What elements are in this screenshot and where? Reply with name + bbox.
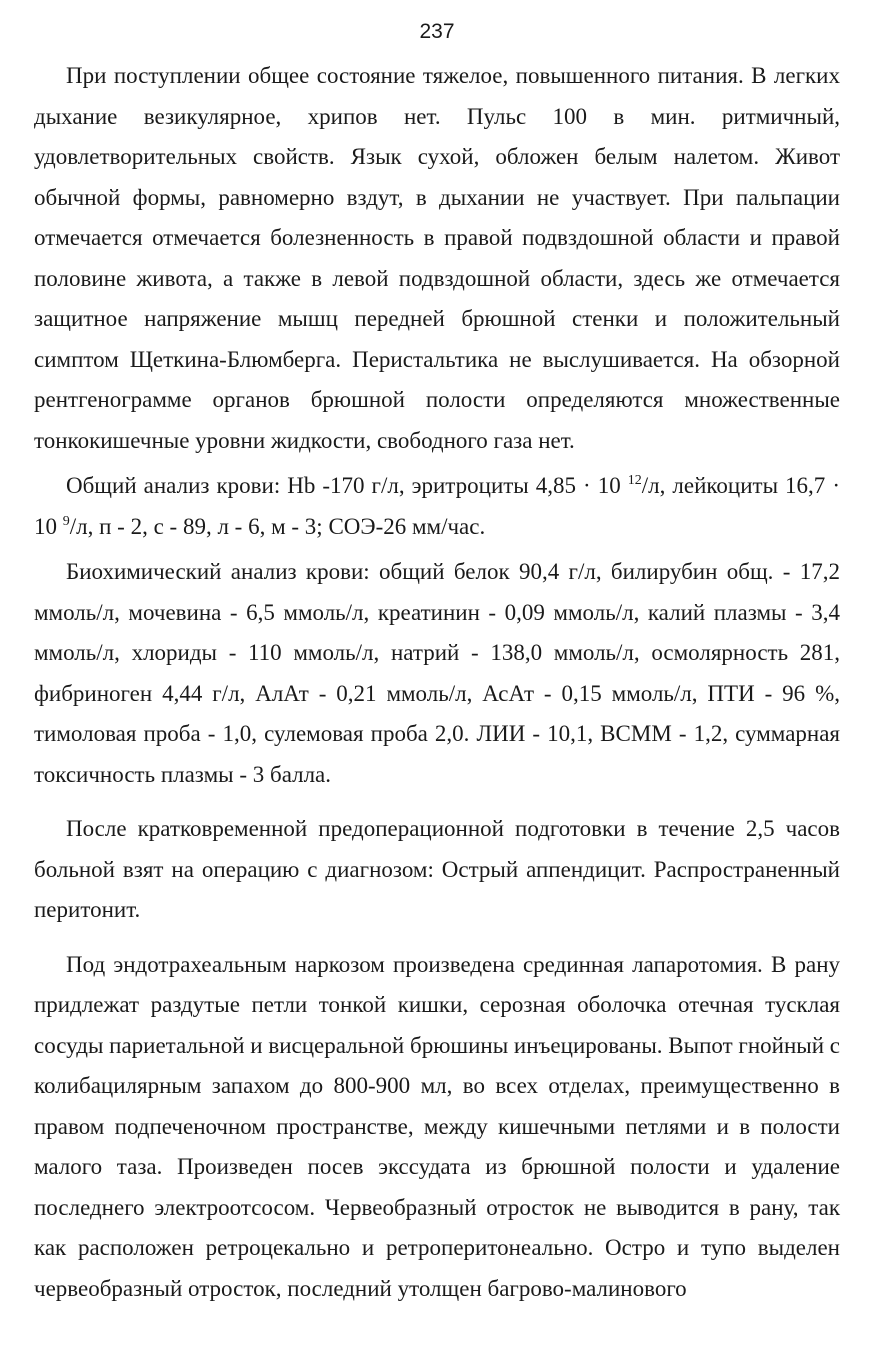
erythrocyte-exponent: 12 bbox=[627, 473, 642, 488]
paragraph-preoperative: После кратковременной предоперационной подготовки в течение 2,5 часов больной взят на операцию с диагнозом: Острый аппендицит. Распространенный перитонит. bbox=[34, 816, 840, 922]
blood-count-text-3: /л, п - 2, с - 89, л - 6, м - 3; СОЭ-26 мм/час. bbox=[69, 513, 486, 539]
blood-count-text-1: Общий анализ крови: Hb -170 г/л, эритроциты 4,85 · 10 bbox=[66, 473, 628, 498]
leukocyte-exponent: 9 bbox=[62, 513, 70, 529]
blood-count-text-2: /л, лейкоциты 16,7 · 10 bbox=[34, 473, 840, 539]
paragraph-admission-status: При поступлении общее состояние тяжелое, повышенного питания. В легких дыхание везикулярное, хрипов нет. Пульс 100 в мин. ритмичный, удовлетворительных свойств. Язык сухой, обложен белым налетом. Живот обычной формы, равномерно вздут, в дыхании не участвует. При пальпации отмечается отмечается болезненность в правой подвздошной области и правой половине живота, а также в левой подвздошной области, здесь же отмечается защитное напряжение мышц передней брюшной стенки и положительный симптом Щеткина-Блюмберга. Перистальтика не выслушивается. На обзорной рентгенограмме органов брюшной полости определяются множественные тонкокишечные уровни жидкости, свободного газа нет. bbox=[34, 63, 840, 453]
page-number: 237 bbox=[419, 20, 455, 43]
document-body bbox=[34, 56, 840, 1309]
paragraph-biochemistry: Биохимический анализ крови: общий белок 90,4 г/л, билирубин общ. - 17,2 ммоль/л, мочевина - 6,5 ммоль/л, креатинин - 0,09 ммоль/л, калий плазмы - 3,4 ммоль/л, хлориды - 110 ммоль/л, натрий - 138,0 ммоль/л, осмолярность 281, фибриноген 4,44 г/л, АлАт - 0,21 ммоль/л, АсАт - 0,15 ммоль/л, ПТИ - 96 %, тимоловая проба - 1,0, сулемовая проба 2,0. ЛИИ - 10,1, ВСММ - 1,2, суммарная токсичность плазмы - 3 балла. bbox=[34, 559, 840, 787]
paragraph-operation: Под эндотрахеальным наркозом произведена срединная лапаротомия. В рану придлежат раздутые петли тонкой кишки, серозная оболочка отечная тусклая сосуды париетальной и висцеральной брюшины инъецированы. Выпот гнойный с колибацилярным запахом до 800-900 мл, во всех отделах, преимущественно в правом подпеченочном пространстве, между кишечными петлями и в полости малого таза. Произведен посев экссудата из брюшной полости и удаление последнего электроотсосом. Червеобразный отросток не выводится в рану, так как расположен ретроцекально и ретроперитонеально. Остро и тупо выделен червеобразный отросток, последний утолщен багрово-малинового bbox=[34, 951, 840, 1301]
paragraph-blood-count bbox=[34, 466, 840, 547]
